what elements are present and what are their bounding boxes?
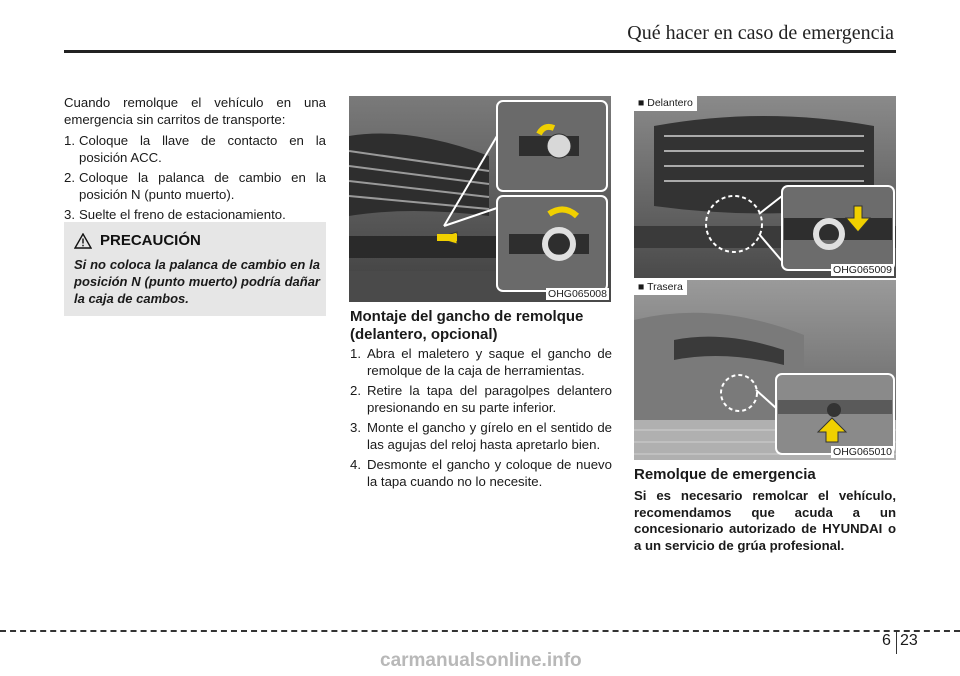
rear-tow-figure: [634, 280, 896, 460]
list-item: 1. Abra el maletero y saque el gancho de remolque de la caja de herramientas.: [350, 346, 612, 378]
warning-triangle-icon: [74, 233, 92, 249]
towing-steps-list: [64, 132, 326, 223]
figure-code: OHG065008: [548, 288, 607, 300]
column-1: [64, 94, 326, 226]
emergency-section-title: Remolque de emergencia: [634, 466, 816, 483]
caution-title: PRECAUCIÓN: [100, 232, 201, 249]
figure-code: OHG065009: [833, 264, 892, 276]
list-item: 2. Retire la tapa del paragolpes delantero presionando en su parte inferior.: [350, 383, 612, 415]
list-item: 2. Coloque la palanca de cambio en la posición N (punto muerto).: [64, 170, 326, 202]
caution-body: Si no coloca la palanca de cambio en la posición N (punto muerto) podría dañar la caja de cambos.: [74, 257, 320, 306]
header-rule: [64, 50, 896, 53]
figure-label-front: ■ Delantero: [634, 96, 697, 111]
caution-box: [64, 222, 326, 316]
emergency-body: Si es necesario remolcar el vehículo, recomendamos que acuda a un concesionario autorizado de HYUNDAI o a un servicio de grúa profesional.: [634, 488, 896, 553]
chapter-number: 6: [882, 632, 891, 649]
front-tow-figure: [634, 96, 896, 278]
page-separator: [896, 630, 897, 654]
list-item: 3. Suelte el freno de estacionamiento.: [64, 207, 286, 222]
footer-rule: [0, 630, 960, 632]
list-item: 3. Monte el gancho y gírelo en el sentido de las agujas del reloj hasta apretarlo bien.: [350, 420, 612, 452]
list-item: 4. Desmonte el gancho y coloque de nuevo la tapa cuando no lo necesite.: [350, 457, 612, 489]
list-item: 1. Coloque la llave de contacto en la posición ACC.: [64, 133, 326, 165]
watermark: carmanualsonline.info: [380, 650, 582, 671]
hook-steps-list: [350, 346, 612, 494]
page-number: 23: [900, 632, 918, 649]
hook-mount-figure: [349, 96, 611, 302]
intro-paragraph: Cuando remolque el vehículo en una emergencia sin carritos de transporte:: [64, 95, 326, 127]
hook-section-title: Montaje del gancho de remolque (delantero, opcional): [350, 308, 584, 343]
figure-code: OHG065010: [833, 446, 892, 458]
page-header-title: Qué hacer en caso de emergencia: [627, 22, 894, 44]
figure-label-rear: ■ Trasera: [634, 280, 687, 295]
